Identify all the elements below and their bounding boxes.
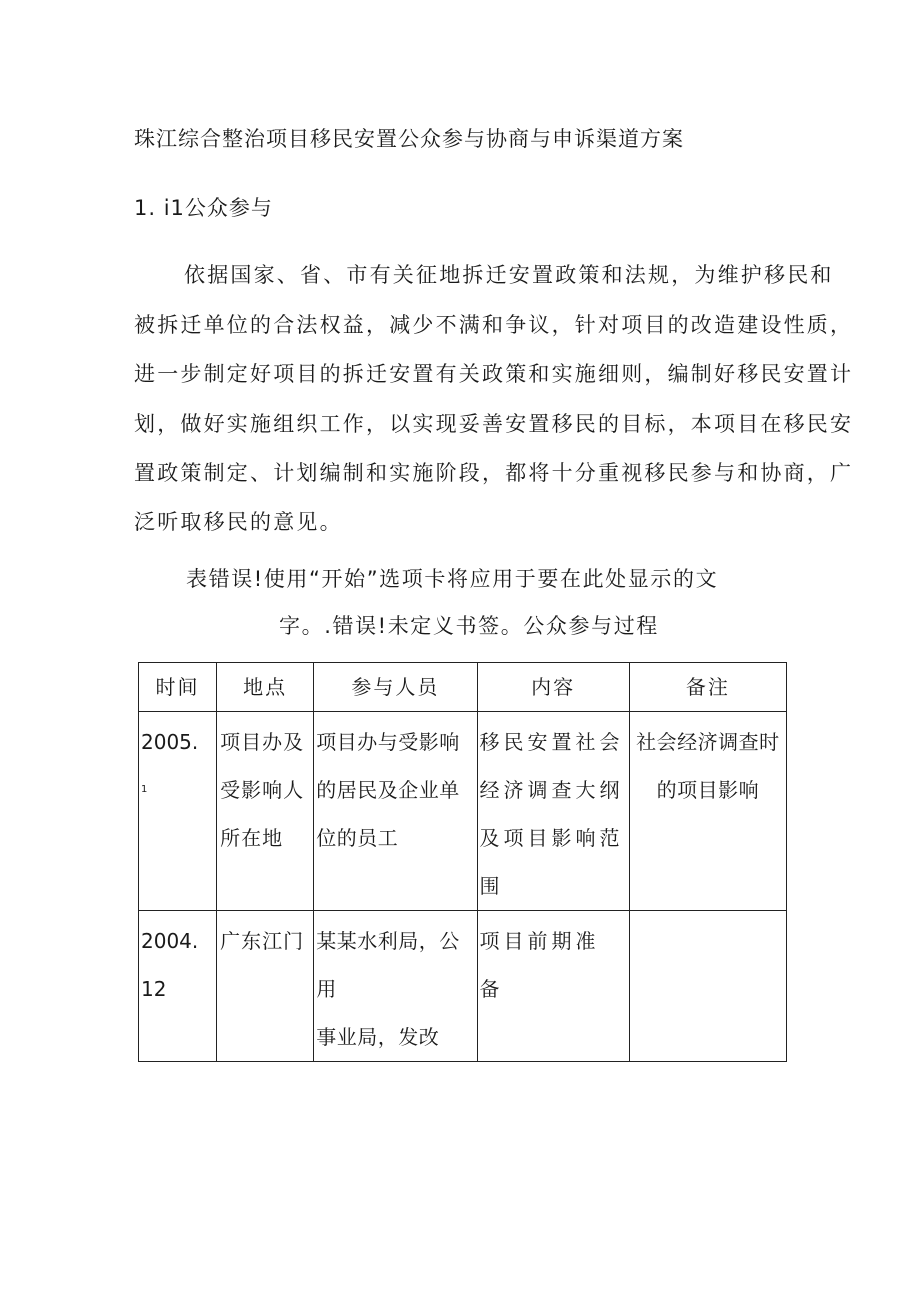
paragraph-line: 泛听取移民的意见。 <box>134 510 343 534</box>
time-main: 2005. <box>141 730 199 754</box>
header-time: 时间 <box>139 663 217 712</box>
cell-content <box>477 712 629 911</box>
cell-place <box>217 712 314 911</box>
cell-note <box>629 911 786 1062</box>
table-caption-line: 表错误!使用“开始”选项卡将应用于要在此处显示的文 <box>186 567 719 591</box>
cell-time <box>139 712 217 911</box>
content-line: 项目前期准 <box>479 929 600 953</box>
document-title: 珠江综合整治项目移民安置公众参与协商与申诉渠道方案 <box>134 127 684 151</box>
note-line: 社会经济调查时 <box>636 730 780 754</box>
content-line: 经济调查大纲 <box>479 778 624 802</box>
table-row <box>139 911 787 1062</box>
paragraph-line: 进一步制定好项目的拆迁安置有关政策和实施细则，编制好移民安置计 <box>134 362 854 386</box>
table-header-row <box>139 663 787 712</box>
header-content: 内容 <box>477 663 629 712</box>
cell-people <box>314 712 477 911</box>
time-sub: 12 <box>141 977 167 1001</box>
header-place: 地点 <box>217 663 314 712</box>
public-participation-table <box>138 662 787 1062</box>
place-line: 项目办及 <box>220 730 305 754</box>
place-line: 受影响人 <box>220 778 305 802</box>
people-line: 事业局，发改 <box>316 1025 440 1049</box>
people-line: 某某水利局，公用 <box>316 929 460 1001</box>
cell-time <box>139 911 217 1062</box>
paragraph-line: 被拆迁单位的合法权益，减少不满和争议，针对项目的改造建设性质， <box>134 313 854 337</box>
time-main: 2004. <box>141 929 199 953</box>
cell-place <box>217 911 314 1062</box>
table-row <box>139 712 787 911</box>
table-caption-line: 字。.错误!未定义书签。公众参与过程 <box>279 614 659 638</box>
header-note: 备注 <box>629 663 786 712</box>
content-line: 备 <box>479 977 504 1001</box>
paragraph-line: 划，做好实施组织工作，以实现妥善安置移民的目标，本项目在移民安 <box>134 412 854 436</box>
place-line: 所在地 <box>220 826 284 850</box>
people-line: 的居民及企业单 <box>316 778 460 802</box>
cell-content <box>477 911 629 1062</box>
time-sub: 1 <box>141 784 148 795</box>
place-line: 广东江门 <box>220 929 305 953</box>
header-people: 参与人员 <box>314 663 477 712</box>
content-line: 及项目影响范 <box>479 826 624 850</box>
people-line: 项目办与受影响 <box>316 730 460 754</box>
content-line: 围 <box>479 874 504 898</box>
paragraph-line: 依据国家、省、市有关征地拆迁安置政策和法规，为维护移民和 <box>184 263 834 287</box>
content-line: 移民安置社会 <box>479 730 624 754</box>
paragraph-line: 置政策制定、计划编制和实施阶段，都将十分重视移民参与和协商，广 <box>134 461 854 485</box>
section-heading: 1. i1公众参与 <box>134 196 273 220</box>
cell-note <box>629 712 786 911</box>
people-line: 位的员工 <box>316 826 399 850</box>
note-line: 的项目影响 <box>656 778 760 802</box>
cell-people <box>314 911 477 1062</box>
